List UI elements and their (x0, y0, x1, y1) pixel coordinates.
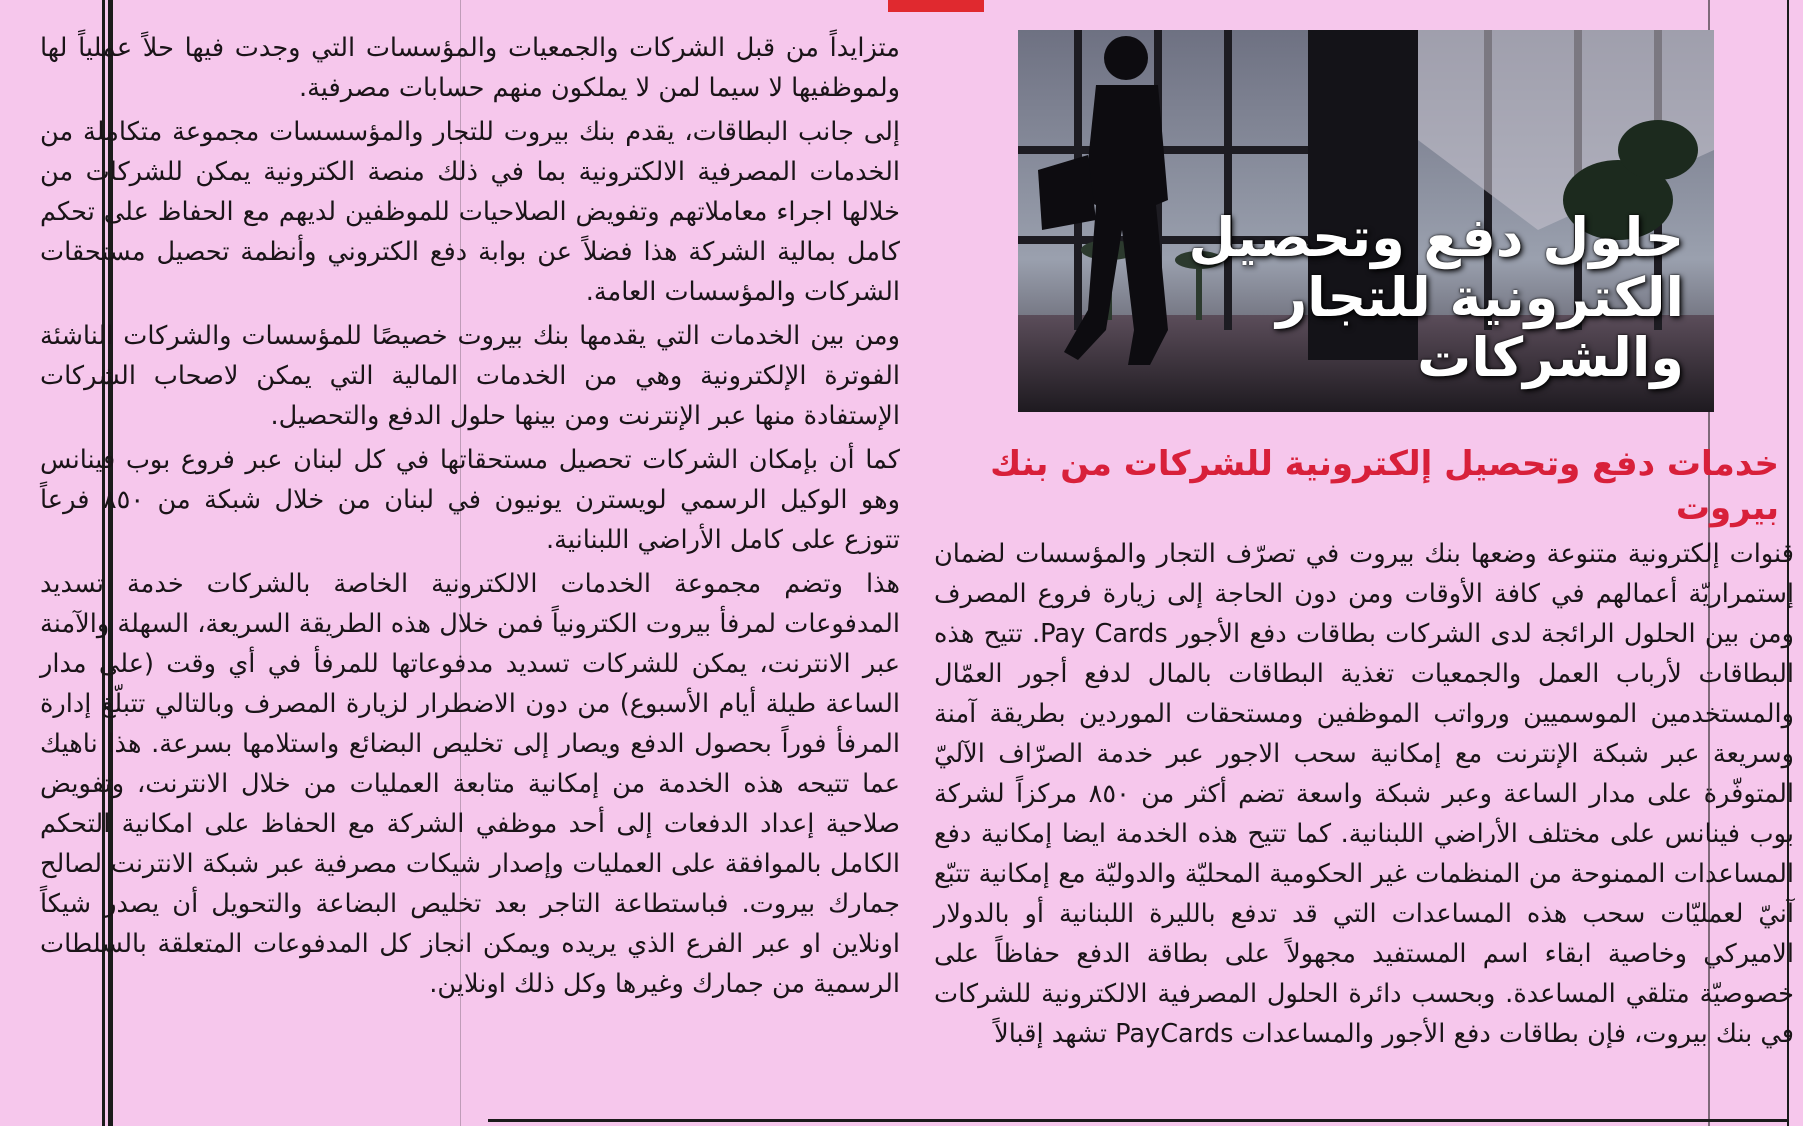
paragraph: هذا وتضم مجموعة الخدمات الالكترونية الخاصة بالشركات خدمة تسديد المدفوعات لمرفأ بيروت الكترونياً فمن خلال هذه الطريقة السريعة، السهلة والآمنة عبر الانترنت، يمكن للشركات تسديد مدفوعاتها للمرفأ في أي وقت (على مدار الساعة طيلة أيام الأسبوع) من دون الاضطرار لزيارة المصرف وبالتالي تتبلّغ إدارة المرفأ فوراً بحصول الدفع ويصار إلى تخليص البضائع واستلامها بسرعة. هذا ناهيك عما تتيحه هذه الخدمة من إمكانية متابعة العمليات من خلال الانترنت، وتفويض صلاحية إعداد الدفعات إلى أحد موظفي الشركة مع الحفاظ على امكانية التحكم الكامل بالموافقة على العمليات وإصدار شيكات مصرفية عبر شبكة الانترنت لصالح جمارك بيروت. فباستطاعة التاجر بعد تخليص البضاعة والتحويل أن يصدر شيكاً اونلاين او عبر الفرع الذي يريده ويمكن انجاز كل المدفوعات المتعلقة بالسلطات الرسمية من جمارك وغيرها وكل ذلك اونلاين. (40, 569, 900, 999)
accent-tab (888, 0, 984, 12)
bottom-rule (488, 1119, 1788, 1122)
paragraph: كما أن بإمكان الشركات تحصيل مستحقاتها في كل لبنان عبر فروع بوب فينانس وهو الوكيل الرسمي لويسترن يونيون في لبنان من خلال شبكة من ٨٥٠ فرعاً تتوزع على كامل الأراضي اللبنانية. (40, 445, 901, 555)
photo-title (1044, 208, 1684, 388)
article-photo (1018, 30, 1714, 412)
photo-title-line: حلول دفع وتحصيل (1188, 206, 1684, 269)
paragraph: ومن بين الخدمات التي يقدمها بنك بيروت خصيصًا للمؤسسات والشركات الناشئة الفوترة الإلكترونية وهي من الخدمات المالية التي يمكن لاصحاب الشركات الإستفادة منها عبر الإنترنت ومن بينها حلول الدفع والتحصيل. (40, 321, 900, 431)
paragraph: إلى جانب البطاقات، يقدم بنك بيروت للتجار والمؤسسسات مجموعة متكاملة من الخدمات المصرفية الالكترونية بما في ذلك منصة الكترونية يمكن للشركات من خلالها اجراء معاملاتهم وتفويض الصلاحيات للموظفين لديهم مع الحفاظ على تحكم كامل بمالية الشركة هذا فضلاً عن بوابة دفع الكتروني وأنظمة تحصيل مستحقات الشركات والمؤسسات العامة. (40, 117, 900, 307)
right-column (934, 534, 1794, 1058)
article-headline: خدمات دفع وتحصيل إلكترونية للشركات من بنك بيروت (990, 444, 1779, 528)
photo-title-line: الكترونية للتجار (1276, 266, 1684, 329)
photo-title-line: والشركات (1417, 326, 1684, 389)
paragraph: قنوات إلكترونية متنوعة وضعها بنك بيروت في تصرّف التجار والمؤسسات لضمان إستمراريّة أعمالهم في كافة الأوقات ومن دون الحاجة إلى زيارة فروع المصرف ومن بين الحلول الرائجة لدى الشركات بطاقات دفع الأجور Pay Cards. تتيح هذه البطاقات لأرباب العمل والجمعيات تغذية البطاقات بالمال لدفع أجور العمّال والمستخدمين الموسميين ورواتب الموظفين ومستحقات الموردين بطريقة آمنة وسريعة عبر شبكة الإنترنت مع إمكانية سحب الاجور عبر خدمة الصرّاف الآليّ المتوفّرة على مدار الساعة وعبر شبكة واسعة تضم أكثر من ٨٥٠ مركزاً لشركة بوب فينانس على مختلف الأراضي اللبنانية. كما تتيح هذه الخدمة ايضا إمكانية دفع المساعدات الممنوحة من المنظمات غير الحكومية المحليّة والدوليّة مع إمكانية تتبّع آنيّ لعمليّات سحب هذه المساعدات التي قد تدفع بالليرة اللبنانية أو بالدولار الاميركي وخاصية ابقاء اسم المستفيد مجهولاً على بطاقة الدفع حفاظاً على خصوصيّة متلقي المساعدة. وبحسب دائرة الحلول المصرفية الالكترونية للشركات في بنك بيروت، فإن بطاقات دفع الأجور والمساعدات PayCards تشهد إقبالاً (934, 539, 1794, 1049)
paragraph: متزايداً من قبل الشركات والجمعيات والمؤسسات التي وجدت فيها حلاً عملياً لها ولموظفيها لا سيما لمن لا يملكون منهم حسابات مصرفية. (40, 33, 900, 103)
left-column (40, 28, 900, 1008)
